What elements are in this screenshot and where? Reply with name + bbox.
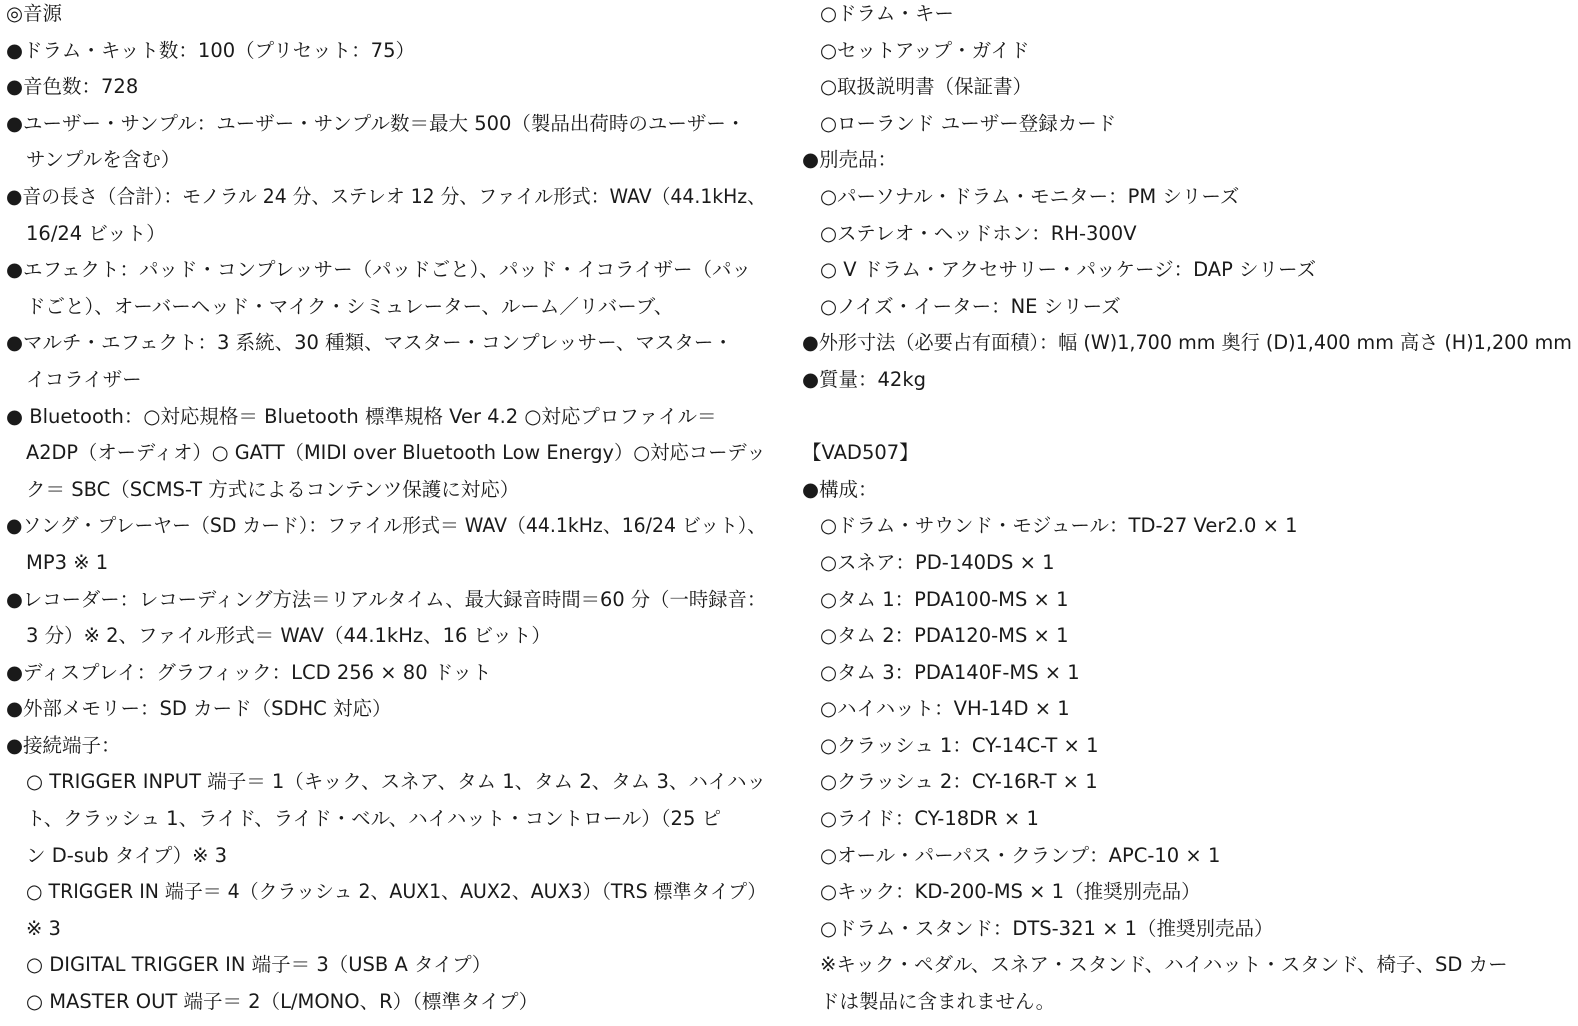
left-spec-column bbox=[6, 0, 766, 1025]
spec-line: ●音の長さ（合計）：モノラル 24 分、ステレオ 12 分、ファイル形式：WAV（44.1kHz、 bbox=[6, 184, 766, 208]
spec-line: ●ディスプレイ：グラフィック：LCD 256 × 80 ドット bbox=[6, 660, 492, 684]
spec-line: ●接続端子： bbox=[6, 733, 121, 757]
spec-line: ●構成： bbox=[802, 477, 878, 501]
spec-line: ○ MASTER OUT 端子＝ 2（L/MONO、R）（標準タイプ） bbox=[26, 990, 539, 1014]
spec-line: ○パーソナル・ドラム・モニター：PM シリーズ bbox=[820, 184, 1240, 208]
spec-line: ○タム 3：PDA140F-MS × 1 bbox=[820, 660, 1080, 684]
spec-line: ●ドラム・キット数：100（プリセット：75） bbox=[6, 38, 415, 62]
spec-line: ●別売品： bbox=[802, 148, 898, 172]
right-spec-column bbox=[802, 0, 1572, 1025]
spec-line: ○ DIGITAL TRIGGER IN 端子＝ 3（USB A タイプ） bbox=[26, 953, 492, 977]
spec-line: 16/24 ビット） bbox=[26, 221, 166, 245]
spec-line: ○ V ドラム・アクセサリー・パッケージ：DAP シリーズ bbox=[820, 258, 1317, 282]
spec-line: ○ステレオ・ヘッドホン：RH-300V bbox=[820, 221, 1137, 245]
spec-line: ○ライド：CY-18DR × 1 bbox=[820, 807, 1039, 831]
spec-line: イコライザー bbox=[26, 367, 142, 391]
spec-line: ●外部メモリー：SD カード（SDHC 対応） bbox=[6, 697, 392, 721]
spec-line: ○スネア：PD-140DS × 1 bbox=[820, 550, 1055, 574]
spec-line: ○ドラム・サウンド・モジュール：TD-27 Ver2.0 × 1 bbox=[820, 514, 1298, 538]
spec-line: ○ノイズ・イーター：NE シリーズ bbox=[820, 294, 1121, 318]
spec-line: ●質量：42kg bbox=[802, 367, 926, 391]
spec-line: ○タム 1：PDA100-MS × 1 bbox=[820, 587, 1069, 611]
spec-line: 3 分）※ 2、ファイル形式＝ WAV（44.1kHz、16 ビット） bbox=[26, 624, 551, 648]
spec-line: ○取扱説明書（保証書） bbox=[820, 75, 1033, 99]
spec-line: ○ドラム・キー bbox=[820, 2, 954, 25]
spec-line: ○ハイハット：VH-14D × 1 bbox=[820, 697, 1070, 721]
spec-line: A2DP（オーディオ）○ GATT（MIDI over Bluetooth Low Energy）○対応コーデッ bbox=[26, 441, 766, 465]
spec-line: ト、クラッシュ 1、ライド、ライド・ベル、ハイハット・コントロール）（25 ピ bbox=[26, 807, 722, 831]
spec-line: ドごと）、オーバーヘッド・マイク・シミュレーター、ルーム／リバーブ、 bbox=[26, 294, 674, 318]
spec-line: ※ 3 bbox=[26, 916, 61, 940]
spec-line: ○セットアップ・ガイド bbox=[820, 38, 1030, 62]
spec-line: 【VAD507】 bbox=[802, 441, 919, 465]
spec-line: ○クラッシュ 2：CY-16R-T × 1 bbox=[820, 770, 1098, 794]
spec-line: MP3 ※ 1 bbox=[26, 550, 109, 574]
spec-line: ※キック・ペダル、スネア・スタンド、ハイハット・スタンド、椅子、SD カー bbox=[820, 953, 1508, 977]
spec-line: サンプルを含む） bbox=[26, 148, 181, 172]
spec-line: ◎音源 bbox=[6, 2, 63, 25]
spec-line: ● Bluetooth：○対応規格＝ Bluetooth 標準規格 Ver 4.2 ○対応プロファイル＝ bbox=[6, 404, 717, 428]
spec-line: ●ソング・プレーヤー（SD カード）：ファイル形式＝ WAV（44.1kHz、16/24 ビット）、 bbox=[6, 514, 767, 538]
spec-line: ●エフェクト：パッド・コンプレッサー（パッドごと）、パッド・イコライザー（パッ bbox=[6, 258, 751, 282]
spec-line: ●マルチ・エフェクト：3 系統、30 種類、マスター・コンプレッサー、マスター・ bbox=[6, 331, 733, 355]
spec-line: ●レコーダー：レコーディング方法＝リアルタイム、最大録音時間＝60 分（一時録音： bbox=[6, 587, 767, 611]
spec-line: ○オール・パーパス・クランプ：APC-10 × 1 bbox=[820, 843, 1221, 867]
spec-line: ○クラッシュ 1：CY-14C-T × 1 bbox=[820, 733, 1099, 757]
spec-line: ●外形寸法（必要占有面積）：幅 (W)1,700 mm 奥行 (D)1,400 mm 高さ (H)1,200 mm bbox=[802, 331, 1572, 355]
spec-line: ドは製品に含まれません。 bbox=[820, 990, 1056, 1014]
spec-line: ○キック：KD-200-MS × 1（推奨別売品） bbox=[820, 880, 1201, 904]
spec-line: ●ユーザー・サンプル：ユーザー・サンプル数＝最大 500（製品出荷時のユーザー・ bbox=[6, 111, 746, 135]
spec-line: ○ドラム・スタンド：DTS-321 × 1（推奨別売品） bbox=[820, 916, 1274, 940]
blank-line bbox=[802, 403, 1572, 440]
spec-line: ○ TRIGGER IN 端子＝ 4（クラッシュ 2、AUX1、AUX2、AUX3）（TRS 標準タイプ） bbox=[26, 880, 767, 904]
spec-line: ク＝ SBC（SCMS-T 方式によるコンテンツ保護に対応） bbox=[26, 477, 520, 501]
spec-line: ○タム 2：PDA120-MS × 1 bbox=[820, 624, 1069, 648]
spec-line: ○ローランド ユーザー登録カード bbox=[820, 111, 1117, 135]
spec-line: ○ TRIGGER INPUT 端子＝ 1（キック、スネア、タム 1、タム 2、タム 3、ハイハッ bbox=[26, 770, 766, 794]
spec-line: ン D-sub タイプ）※ 3 bbox=[26, 843, 228, 867]
spec-line: ●音色数：728 bbox=[6, 75, 139, 99]
